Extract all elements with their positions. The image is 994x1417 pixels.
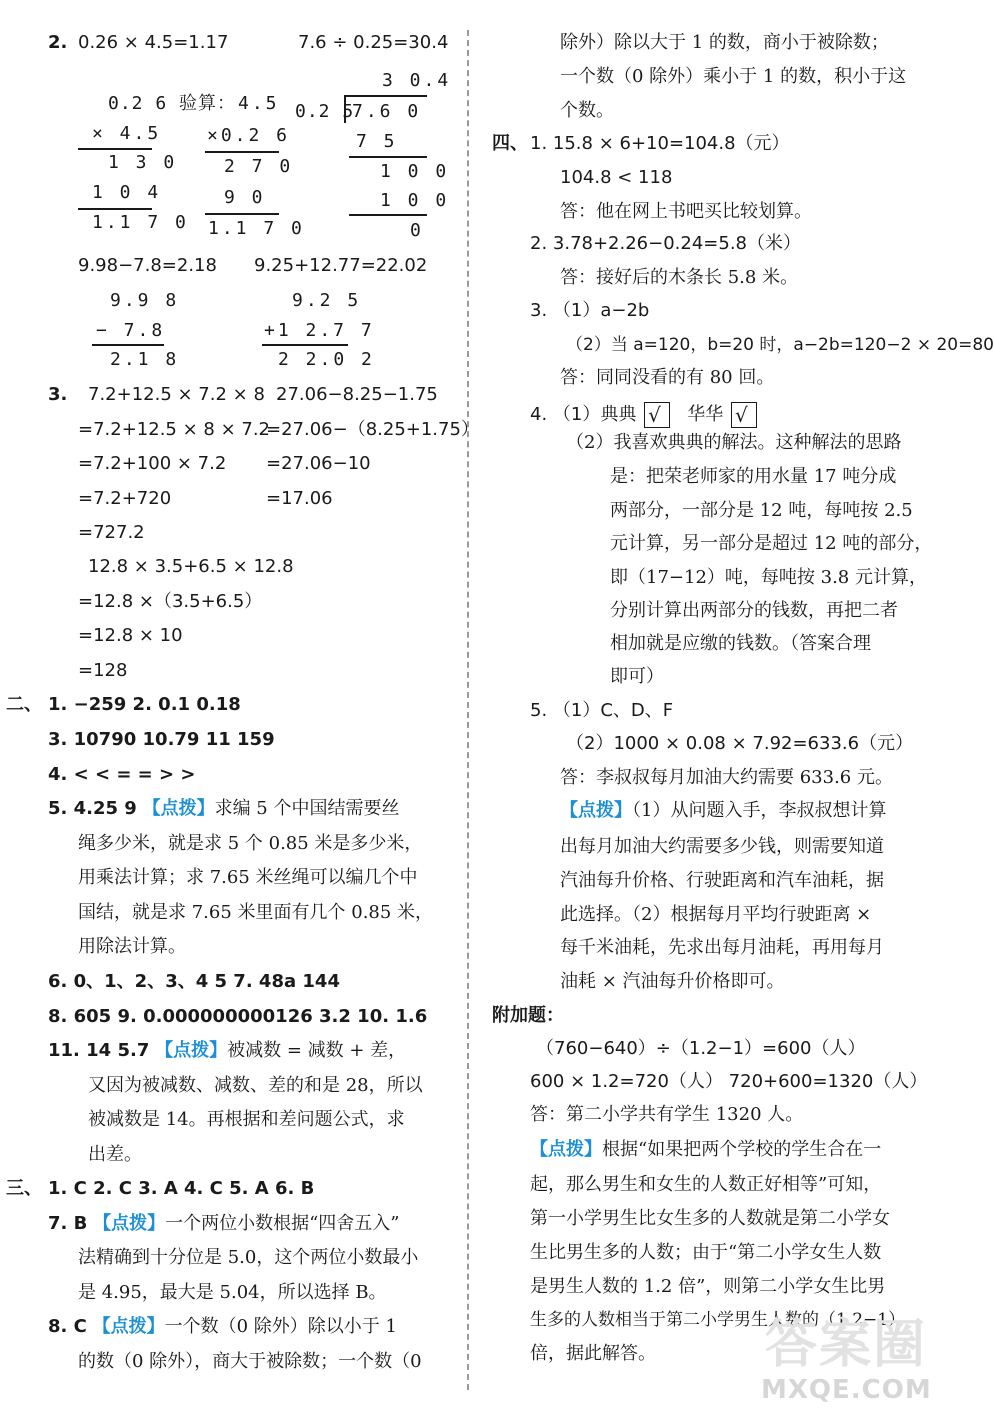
s2-q11-tip-2: 又因为被减数、减数、差的和是 28，所以: [88, 1075, 423, 1096]
s4-q4-line-9: 即可）: [610, 666, 664, 687]
add-row-3: 2 2.0 2: [278, 349, 375, 370]
s4-q4-line-8: 相加就是应缴的钱数。（答案合理: [610, 633, 871, 654]
bonus-answer: 答：第二小学共有学生 1320 人。: [530, 1104, 804, 1125]
mul1-row-1: × 4.5: [92, 123, 162, 144]
tip-tag: 【点拨】: [530, 1139, 602, 1160]
s3-q7-tip: 一个两位小数根据“四舍五入”: [165, 1213, 400, 1234]
s2-q5-tip-2: 绳多少米，就是求 5 个 0.85 米是多少米，: [78, 833, 423, 854]
verify-label: 0.2 6 验算：: [108, 93, 237, 114]
q2-equation-4: 9.25+12.77=22.02: [254, 255, 428, 276]
s2-q5-tip: 求编 5 个中国结需要丝: [214, 798, 400, 819]
cont-line-2: 一个数（0 除外）乘小于 1 的数，积小于这: [560, 66, 907, 87]
s2-line-2: 3. 10790 10.79 11 159: [48, 729, 275, 750]
s3-q8-answer: 8. C: [48, 1316, 87, 1337]
tip-tag: 【点拨】: [93, 1213, 166, 1234]
s2-line-11: [48, 1040, 406, 1062]
mul1-row-3: 1 0 4: [92, 182, 162, 203]
mul1-row-2: 1 3 0: [108, 152, 178, 173]
mul2-rule-1: [205, 151, 279, 153]
add-rule: [262, 344, 348, 346]
watermark-logo: [755, 1315, 930, 1410]
s4-q1-line-2: 104.8 < 118: [560, 167, 673, 188]
s2-q5-tip-3: 用乘法计算；求 7.65 米丝绳可以编几个中: [78, 867, 418, 888]
cont-line-1: 除外）除以大于 1 的数，商小于被除数；: [560, 32, 889, 53]
s4-q5-tip-6: 油耗 × 汽油每升价格即可。: [560, 971, 785, 992]
s2-q11-tip: 被减数 = 减数 + 差，: [227, 1040, 407, 1061]
s2-q11-tip-4: 出差。: [88, 1144, 142, 1165]
add-row-2: +1 2.7 7: [264, 320, 375, 341]
bonus-tip-5: 是男生人数的 1.2 倍”，则第二小学女生比男: [530, 1276, 886, 1297]
watermark-url: MXQE.COM: [761, 1375, 932, 1405]
s3-q8-tip: 一个数（0 除外）除以小于 1: [164, 1316, 397, 1337]
s4-q4-line-4: 两部分，一部分是 12 吨，每吨按 2.5: [610, 500, 913, 521]
bonus-tip-6: 生多的人数相当于第二小学男生人数的（1.2−1）: [530, 1310, 906, 1330]
s4-q5-line-2: （2）1000 × 0.08 × 7.92=633.6（元）: [566, 733, 914, 754]
mul1-row-4: 1.1 7 0: [92, 212, 189, 233]
bonus-label: 附加题：: [492, 1005, 564, 1026]
cont-line-3: 个数。: [560, 100, 614, 121]
column-divider: [467, 30, 469, 1390]
bonus-tip-4: 生比男生多的人数；由于“第二小学女生人数: [530, 1242, 882, 1263]
check-mark: √: [735, 403, 748, 427]
section-2-label: 二、: [6, 694, 42, 715]
div-step-2: 1 0 0: [380, 161, 450, 182]
s4-q4-line-7: 分别计算出两部分的钱数，再把二者: [610, 600, 898, 621]
s2-q5-answer: 5. 4.25 9: [48, 798, 137, 819]
s3-line-7: [48, 1213, 400, 1235]
div-divisor: 0.2 5: [295, 101, 355, 122]
q3-a-1: 7.2+12.5 × 7.2 × 8: [88, 384, 265, 405]
bonus-line-1: （760−640）÷（1.2−1）=600（人）: [536, 1038, 866, 1059]
s4-q4-line-5: 元计算，另一部分是超过 12 吨的部分，: [610, 533, 933, 554]
q3-number: 3.: [48, 384, 68, 405]
s2-line-5: [48, 798, 399, 820]
tip-tag: 【点拨】: [560, 800, 632, 821]
bonus-tip-7: 倍，据此解答。: [530, 1343, 656, 1364]
q3-b-3: =27.06−10: [266, 453, 371, 474]
add-row-1: 9.2 5: [292, 290, 362, 311]
div-remainder: 0: [410, 220, 424, 241]
mul2-row-4: 9 0: [224, 187, 266, 208]
bonus-tip-text: 根据“如果把两个学校的学生合在一: [602, 1139, 882, 1160]
div-dividend: 7.6 0: [352, 101, 422, 122]
s3-q7-tip-2: 法精确到十分位是 5.0，这个两位小数最小: [78, 1247, 419, 1268]
q3-a-2: =7.2+12.5 × 8 × 7.2: [78, 419, 270, 440]
s2-line-1: 1. −259 2. 0.1 0.18: [48, 694, 241, 715]
mul2-row-1: 4.5: [238, 93, 280, 114]
sub-row-3: 2.1 8: [110, 349, 180, 370]
checkbox-icon: [644, 402, 670, 428]
div-rule-1: [349, 156, 427, 158]
s2-q5-tip-4: 国结，就是求 7.65 米里面有几个 0.85 米，: [78, 902, 434, 923]
q2-equation-3: 9.98−7.8=2.18: [78, 255, 217, 276]
tip-tag: 【点拨】: [155, 1040, 228, 1061]
s2-line-8: 8. 605 9. 0.000000000126 3.2 10. 1.6: [48, 1006, 428, 1027]
q2-equation-2: 7.6 ÷ 0.25=30.4: [298, 32, 449, 53]
s2-line-3: 4. < < = = > >: [48, 764, 196, 785]
s4-q5-line-1: 5. （1）C、D、F: [530, 700, 674, 721]
sub-row-1: 9.9 8: [110, 290, 180, 311]
q3-c-4: =128: [78, 660, 128, 681]
s4-q2-answer: 答：接好后的木条长 5.8 米。: [560, 267, 799, 288]
s4-q3-answer: 答：同同没看的有 80 回。: [560, 367, 775, 388]
q3-c-3: =12.8 × 10: [78, 625, 183, 646]
s2-line-6: 6. 0、1、2、3、4 5 7. 48a 144: [48, 971, 340, 992]
mul2-rule-2: [205, 213, 279, 215]
s4-q5-tip-text: （1）从问题入手，李叔叔想计算: [632, 800, 887, 821]
check-mark: √: [648, 403, 661, 427]
q3-c-1: 12.8 × 3.5+6.5 × 12.8: [88, 556, 294, 577]
s4-q2-line-1: 2. 3.78+2.26−0.24=5.8（米）: [530, 233, 802, 254]
s4-q3-line-2: （2）当 a=120，b=20 时，a−2b=120−2 × 20=80: [566, 335, 994, 355]
s4-q3-line-1: 3. （1）a−2b: [530, 300, 650, 321]
s3-q7-answer: 7. B: [48, 1213, 88, 1234]
bonus-tip-2: 起，那么男生和女生的人数正好相等”可知，: [530, 1174, 882, 1195]
s4-q1-line-1: 1. 15.8 × 6+10=104.8（元）: [530, 133, 790, 154]
s4-q1-answer: 答：他在网上书吧买比较划算。: [560, 201, 812, 222]
s4-q4-line-6: 即（17−12）吨，每吨按 3.8 元计算，: [610, 567, 927, 588]
s4-q4-line-3: 是：把荣老师家的用水量 17 吨分成: [610, 466, 897, 487]
tip-tag: 【点拨】: [92, 1316, 165, 1337]
mul2-row-2: ×0.2 6: [207, 125, 291, 146]
section-3-label: 三、: [6, 1178, 42, 1199]
s4-q4-option-a: 4. （1）典典: [530, 404, 637, 425]
s4-q5-tip-4: 此选择。（2）根据每月平均行驶距离 ×: [560, 904, 872, 925]
s4-q4-line-2: （2）我喜欢典典的解法。这种解法的思路: [566, 432, 902, 453]
div-rule-2: [349, 214, 427, 216]
q3-b-2: =27.06−（8.25+1.75）: [266, 419, 479, 440]
div-bracket-top: [345, 95, 427, 97]
tip-tag: 【点拨】: [142, 798, 215, 819]
bonus-tip-3: 第一小学男生比女生多的人数就是第二小学女: [530, 1208, 890, 1229]
checkbox-icon: [731, 402, 757, 428]
s2-q5-tip-5: 用除法计算。: [78, 936, 186, 957]
s3-q8-tip-2: 的数（0 除外），商大于被除数；一个数（0: [78, 1351, 422, 1372]
q3-a-4: =7.2+720: [78, 488, 172, 509]
s4-q5-tip-3: 汽油每升价格、行驶距离和汽车油耗，据: [560, 870, 884, 891]
mul1-rule-2: [78, 208, 152, 210]
q2-number: 2.: [48, 32, 68, 53]
s4-q5-tip-5: 每千米油耗，先求出每月油耗，再用每月: [560, 937, 884, 958]
s3-line-1: 1. C 2. C 3. A 4. C 5. A 6. B: [48, 1178, 315, 1199]
s4-q4-option-b: 华华: [687, 404, 724, 425]
s4-q5-answer: 答：李叔叔每月加油大约需要 633.6 元。: [560, 767, 893, 788]
mul2-row-3: 2 7 0: [224, 156, 294, 177]
s3-line-8: [48, 1316, 397, 1338]
div-quotient: 3 0.4: [382, 70, 452, 91]
watermark-title: 答案圈: [765, 1315, 928, 1375]
s2-q11-answer: 11. 14 5.7: [48, 1040, 150, 1061]
div-step-3: 1 0 0: [380, 190, 450, 211]
sub-rule: [92, 344, 164, 346]
s3-q7-tip-3: 是 4.95，最大是 5.04，所以选择 B。: [78, 1282, 387, 1303]
s4-q5-tip-2: 出每月加油大约需要多少钱，则需要知道: [560, 836, 884, 857]
bonus-tip-1: [530, 1139, 881, 1161]
s4-q4-line-1: [530, 402, 757, 428]
q2-equation-1: 0.26 × 4.5=1.17: [78, 32, 229, 53]
bonus-line-2: 600 × 1.2=720（人） 720+600=1320（人）: [530, 1071, 928, 1092]
mul1-rule-1: [78, 148, 152, 150]
div-step-1: 7 5: [356, 131, 398, 152]
s2-q11-tip-3: 被减数是 14。再根据和差问题公式，求: [88, 1109, 405, 1130]
q3-b-4: =17.06: [266, 488, 333, 509]
mul2-row-5: 1.1 7 0: [208, 218, 305, 239]
q3-c-2: =12.8 ×（3.5+6.5）: [78, 591, 263, 612]
sub-row-2: − 7.8: [96, 320, 166, 341]
q3-a-3: =7.2+100 × 7.2: [78, 453, 227, 474]
q3-a-5: =727.2: [78, 522, 145, 543]
s4-q5-tip-1: [560, 800, 886, 822]
q3-b-1: 27.06−8.25−1.75: [276, 384, 438, 405]
section-4-label: 四、: [492, 133, 528, 154]
